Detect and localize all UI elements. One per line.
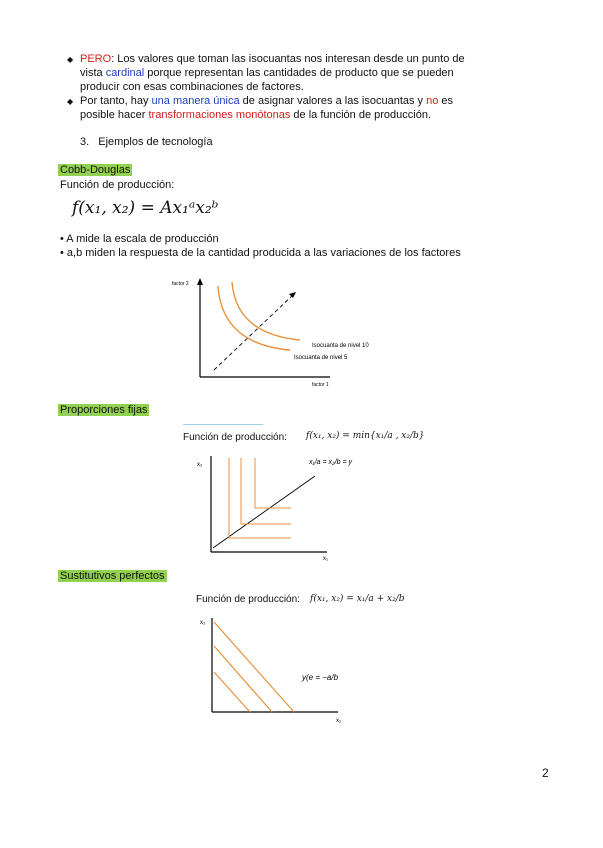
- bullet-2-text-c: es: [438, 95, 454, 107]
- bullet-2-text-a: Por tanto, hay: [80, 95, 152, 107]
- pero-text: PERO: [80, 53, 112, 65]
- cobb-douglas-graph: [170, 274, 410, 394]
- cobb-bullet-2: • a,b miden la respuesta de la cantidad producida a las variaciones de los factores: [60, 247, 461, 259]
- bullet-1-line-2: [80, 66, 454, 80]
- section-heading: [80, 136, 213, 148]
- section-title: Ejemplos de tecnología: [98, 136, 213, 148]
- fijas-xlabel: x₁: [323, 556, 329, 562]
- proporciones-fijas-heading: Proporciones fijas: [60, 404, 148, 416]
- isoquant-line-3: [214, 622, 294, 712]
- isoquant-lower: [218, 286, 290, 350]
- no-text: no: [426, 95, 439, 107]
- cardinal-text: cardinal: [105, 67, 145, 79]
- sust-xlabel: x₁: [336, 718, 342, 724]
- fixed-proportions-graph: [195, 448, 365, 568]
- bullet-2-text-d: posible hacer: [80, 109, 149, 121]
- cobb-subtitle: Función de producción:: [60, 179, 175, 191]
- cobb-douglas-heading: Cobb-Douglas: [60, 164, 131, 176]
- bullet-2-line-2: [80, 108, 431, 122]
- bullet-1-text-b: vista: [80, 67, 106, 79]
- expansion-arrow-icon: [289, 292, 296, 298]
- sust-ylabel: x₂: [200, 620, 206, 626]
- cobb-xlabel: factor 1: [312, 382, 329, 388]
- y-axis-arrow-icon: [197, 278, 203, 285]
- sust-formula: f(x₁, x₂) = x₁/a + x₂/b: [310, 594, 405, 604]
- diamond-bullet-icon: ◆: [67, 55, 74, 64]
- label-lower: Isocuanta de nivel 5: [294, 355, 348, 361]
- cobb-formula: f(x₁, x₂) = Ax₁ᵃx₂ᵇ: [72, 198, 219, 218]
- bullet-2-line-1: [80, 94, 453, 108]
- sust-func-label: Función de producción:: [196, 594, 300, 605]
- bullet-1-text-a: : Los valores que toman las isocuantas nos interesan desde un punto de: [111, 53, 465, 65]
- bullet-2-text-e: de la función de producción.: [290, 109, 432, 121]
- label-upper: Isocuanta de nivel 10: [312, 343, 369, 349]
- bullet-2-text-b: de asignar valores a las isocuantas y: [239, 95, 427, 107]
- section-number: 3.: [80, 136, 90, 148]
- cobb-bullet-1: • A mide la escala de producción: [60, 233, 219, 245]
- bullet-1-text-c: porque representan las cantidades de producto que se pueden: [144, 67, 454, 79]
- cobb-ylabel: factor 2: [172, 281, 189, 287]
- isoquant-upper: [232, 282, 300, 340]
- transformaciones-text: transformaciones monótonas: [148, 109, 291, 121]
- page-number: 2: [542, 766, 549, 780]
- sustitutivos-perfectos-heading: Sustitutivos perfectos: [60, 570, 165, 582]
- bullet-1-line-3: producir con esas combinaciones de factores.: [80, 81, 304, 93]
- fijas-func-label: Función de producción:: [183, 432, 287, 443]
- fijas-ylabel: x₂: [197, 462, 203, 468]
- manera-unica-text: una manera única: [151, 95, 240, 107]
- isoquant-line-2: [214, 646, 272, 712]
- decorative-rule: [183, 424, 263, 425]
- ray-line: [213, 476, 315, 548]
- isoquant-line-1: [214, 672, 250, 712]
- expansion-path: [214, 294, 294, 370]
- diamond-bullet-icon: ◆: [67, 97, 74, 106]
- sust-slope: y(e = −a/b: [302, 673, 339, 682]
- fijas-ratio: x₁/a = x₂/b = y: [309, 459, 353, 466]
- fijas-formula: f(x₁, x₂) = min{x₁/a , x₂/b}: [306, 431, 425, 441]
- bullet-1-line-1: [80, 52, 465, 66]
- perfect-substitutes-graph: [198, 612, 348, 724]
